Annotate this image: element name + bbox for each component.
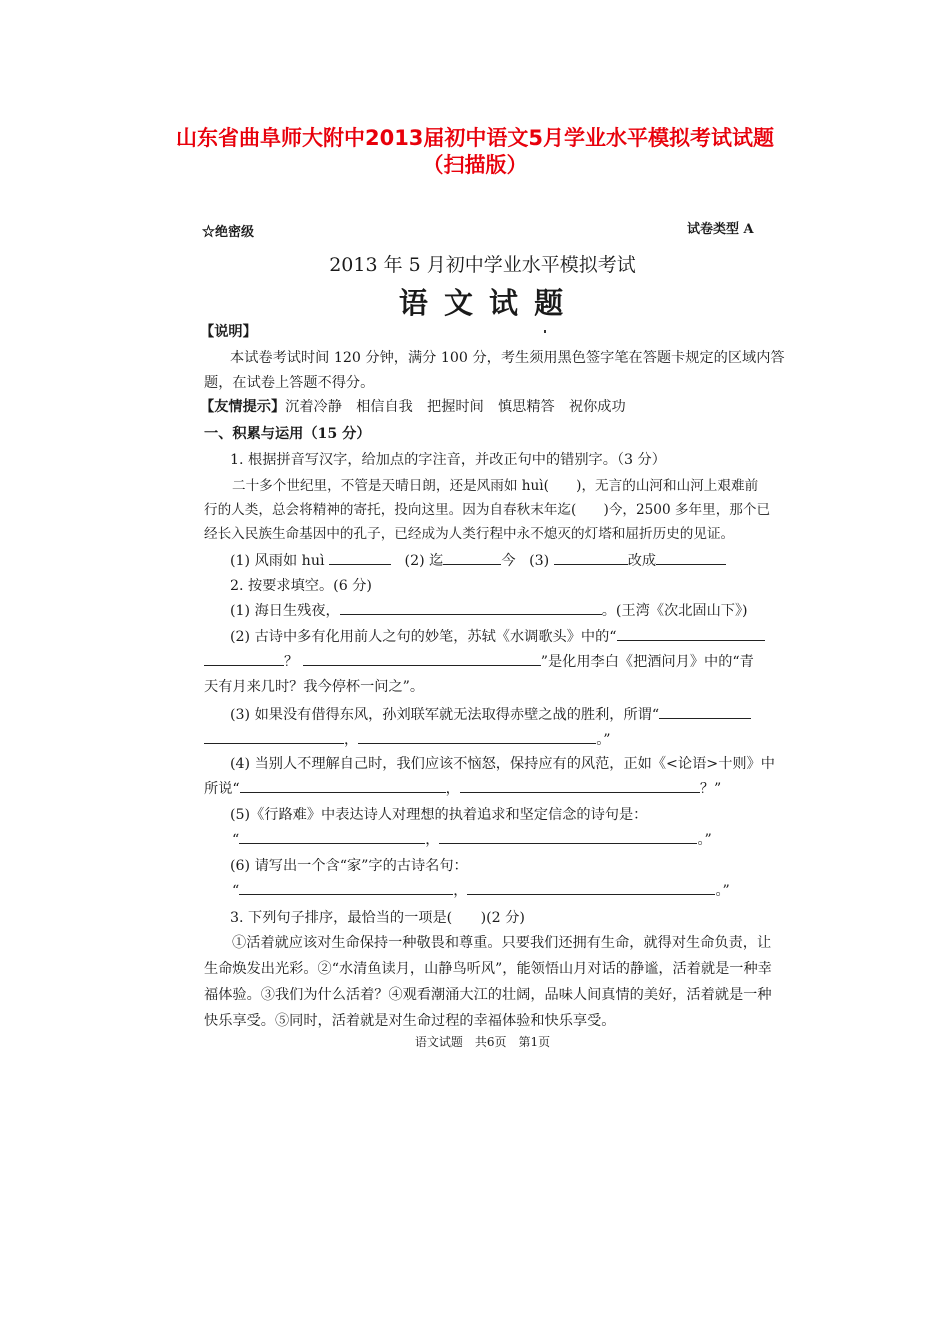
- q2-4-row-2: [204, 779, 721, 799]
- q2-2-line-3: 天有月来几时？我今停杯一问之”。: [204, 679, 425, 695]
- q2-2-tail: ”是化用李白《把酒问月》中的“青: [540, 654, 754, 670]
- q1-answer-3-tail: 改成: [627, 553, 657, 569]
- q1-answer-2-tail: 今: [501, 553, 516, 569]
- q2-4-end: ？”: [699, 781, 722, 797]
- q3-passage-line-2: 生命焕发出光彩。②“水清鱼读月，山静鸟听风”，能领悟山月对话的静谧，活着就是一种幸: [204, 961, 772, 977]
- tip-label: 【友情提示】: [200, 399, 286, 415]
- q2-3-row: [230, 705, 751, 725]
- q2-2-blank-b[interactable]: [204, 652, 284, 666]
- section-1-heading: 一、积累与运用（15 分）: [204, 426, 371, 442]
- q2-3-comma: ，: [344, 732, 359, 748]
- q2-3-text: (3) 如果没有借得东风，孙刘联军就无法取得赤壁之战的胜利，所谓“: [230, 707, 660, 723]
- q2-4-blank-a[interactable]: [240, 779, 446, 793]
- q2-2-blank-a[interactable]: [617, 627, 765, 641]
- q2-5-row-2: [232, 830, 712, 850]
- scan-speck: [544, 330, 546, 333]
- q2-3-blank-b[interactable]: [204, 730, 344, 744]
- q1-answer-row: [230, 551, 726, 571]
- q3-passage-line-1: ①活着就应该对生命保持一种敬畏和尊重。只要我们还拥有生命，就得对生命负责，让: [232, 935, 772, 951]
- q2-6-blank-b[interactable]: [467, 881, 715, 895]
- q2-5-blank-a[interactable]: [239, 830, 425, 844]
- q1-answer-2-label: (2) 迄: [404, 553, 444, 569]
- note-label: 【说明】: [200, 324, 257, 340]
- q2-3-row-2: [204, 730, 611, 750]
- question-2: 2. 按要求填空。(6 分): [230, 578, 372, 594]
- scanned-exam-page: [200, 215, 785, 1065]
- note-line-2: 题，在试卷上答题不得分。: [204, 375, 375, 391]
- q1-passage-line-3: 经长入民族生命基因中的孔子，已经成为人类行程中永不熄灭的灯塔和屈折历史的见证。: [204, 526, 735, 542]
- q2-2-blank-c[interactable]: [303, 652, 541, 666]
- q2-5-open: “: [232, 832, 240, 848]
- q2-2-row-2: [204, 652, 754, 672]
- subject-title: 语 文 试 题: [398, 286, 567, 320]
- q2-2-question-mark: ？: [284, 654, 299, 670]
- q1-answer-3-blank[interactable]: [554, 551, 628, 565]
- document-title: 山东省曲阜师大附中2013届初中语文5月学业水平模拟考试试题: [175, 126, 775, 150]
- q2-4-open: 所说“: [204, 781, 240, 797]
- q2-4-blank-b[interactable]: [460, 779, 700, 793]
- exam-name: 2013 年 5 月初中学业水平模拟考试: [329, 254, 636, 276]
- q2-5-blank-b[interactable]: [439, 830, 697, 844]
- q2-4-text: (4) 当别人不理解自己时，我们应该不恼怒，保持应有的风范，正如《<论语>十则》中: [230, 756, 775, 772]
- tip-text: 沉着冷静 相信自我 把握时间 慎思精答 祝你成功: [285, 399, 626, 415]
- question-1: 1. 根据拼音写汉字，给加点的字注音，并改正句中的错别字。（3 分）: [230, 452, 666, 468]
- q2-6-row-2: [232, 881, 730, 901]
- q2-3-blank-a[interactable]: [659, 705, 751, 719]
- page-footer: 语文试题 共6页 第1页: [414, 1035, 551, 1049]
- q2-3-blank-c[interactable]: [358, 730, 596, 744]
- q3-passage-line-3: 福体验。③我们为什么活着？④观看潮涌大江的壮阔，品味人间真情的美好，活着就是一种: [204, 987, 772, 1003]
- q2-1-text: (1) 海日生残夜，: [230, 603, 340, 619]
- q2-6-comma: ，: [453, 883, 468, 899]
- q1-answer-1-label: (1) 风雨如 huì: [230, 553, 325, 569]
- q2-2-row: [230, 627, 765, 647]
- secret-label: ☆绝密级: [202, 225, 255, 240]
- note-line-1: 本试卷考试时间 120 分钟，满分 100 分，考生须用黑色签字笔在答题卡规定的区域内答: [230, 350, 785, 366]
- q2-1-row: [230, 601, 748, 621]
- q1-answer-3-correction-blank[interactable]: [656, 551, 726, 565]
- q1-passage-line-1: 二十多个世纪里，不管是天晴日朗，还是风雨如 huì( )，无言的山河和山河上艰难前: [232, 478, 759, 494]
- q2-5-text: (5)《行路难》中表达诗人对理想的执着追求和坚定信念的诗句是：: [230, 807, 648, 823]
- q2-4-comma: ，: [445, 781, 460, 797]
- q2-6-end: 。”: [715, 883, 730, 899]
- q2-5-comma: ，: [425, 832, 440, 848]
- paper-type-label: 试卷类型 A: [687, 222, 754, 237]
- q2-6-blank-a[interactable]: [239, 881, 453, 895]
- q2-6-open: “: [232, 883, 240, 899]
- question-3: 3. 下列句子排序，最恰当的一项是( )(2 分): [230, 910, 525, 926]
- q2-6-text: (6) 请写出一个含“家”字的古诗名句：: [230, 858, 468, 874]
- q1-passage-line-2: 行的人类，总会将精神的寄托，投向这里。因为自春秋末年迄( )今，2500 多年里，那个已: [204, 502, 771, 518]
- q2-3-end: 。”: [596, 732, 611, 748]
- q2-1-source: 。(王湾《次北固山下》): [601, 603, 748, 619]
- q1-answer-1-blank[interactable]: [329, 551, 391, 565]
- q2-2-text: (2) 古诗中多有化用前人之句的妙笔，苏轼《水调歌头》中的“: [230, 629, 617, 645]
- q1-answer-2-blank[interactable]: [443, 551, 501, 565]
- q1-answer-3-label: (3): [529, 553, 550, 569]
- q3-passage-line-4: 快乐享受。⑤同时，活着就是对生命过程的幸福体验和快乐享受。: [204, 1013, 616, 1029]
- document-subtitle: （扫描版）: [422, 153, 528, 177]
- q2-5-end: 。”: [697, 832, 712, 848]
- q2-1-blank[interactable]: [340, 601, 602, 615]
